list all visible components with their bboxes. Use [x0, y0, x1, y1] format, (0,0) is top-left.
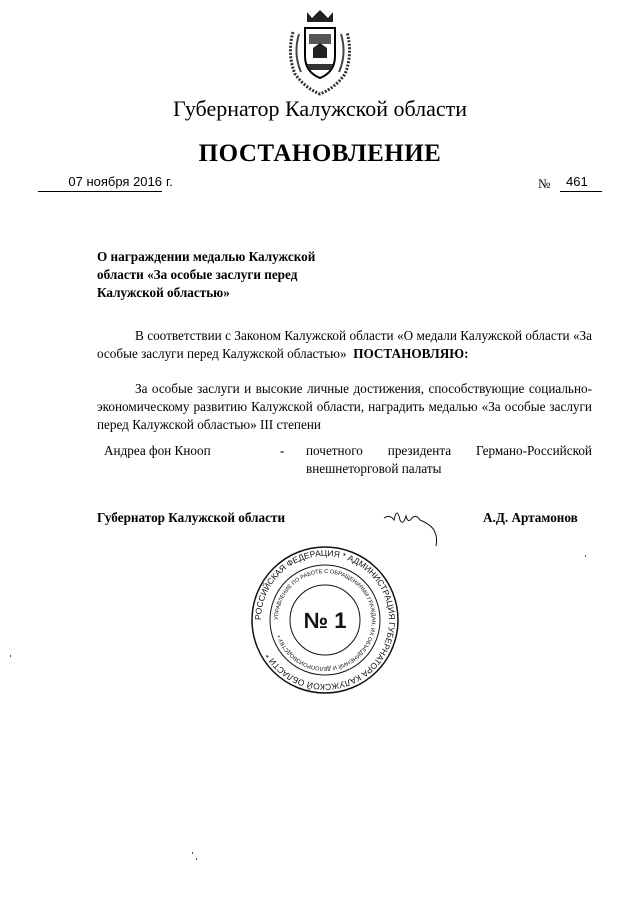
document-type-heading: ПОСТАНОВЛЕНИЕ [198, 140, 442, 167]
document-number: 461 [560, 174, 602, 192]
preamble-paragraph [97, 327, 592, 363]
stamp-outer-text: РОССИЙСКАЯ ФЕДЕРАЦИЯ * АДМИНИСТРАЦИЯ ГУБЕРНАТОРА КАЛУЖСКОЙ ОБЛАСТИ * [252, 547, 398, 693]
preamble-text: В соответствии с Законом Калужской области «О медали Калужской области «За особые заслуги перед Калужской областью» [97, 328, 592, 361]
number-label: № [538, 176, 551, 191]
scan-speck [10, 655, 11, 657]
awardee-title-cont: внешнеторговой палаты [306, 461, 442, 476]
stamp-number: № 1 [303, 608, 347, 633]
document-date: 07 ноября 2016 [38, 174, 162, 192]
signatory-name: А.Д. Артамонов [483, 510, 578, 525]
scan-speck [585, 555, 586, 557]
handwritten-signature-icon [380, 498, 460, 548]
scan-speck [192, 852, 193, 854]
award-paragraph: За особые заслуги и высокие личные достижения, способствующие социально-экономическому развитию Калужской области, наградить медалью «За особые заслуги перед Калужской областью» III степени [97, 381, 592, 432]
decree-keyword: ПОСТАНОВЛЯЮ: [353, 346, 469, 361]
signatory-position: Губернатор Калужской области [97, 510, 286, 525]
date-suffix: г. [166, 174, 173, 189]
coat-of-arms-icon [285, 4, 355, 96]
document-subject [97, 248, 315, 302]
stamp-inner-text: УПРАВЛЕНИЕ ПО РАБОТЕ С ОБРАЩЕНИЯМИ ГРАЖДАН, ИХ ОБЪЕДИНЕНИЙ И ДЕЛОПРОИЗВОДСТВУ • [273, 568, 377, 672]
subject-line: Калужской областью» [97, 285, 230, 300]
subject-line: О награждении медалью Калужской [97, 249, 316, 264]
official-stamp-icon [250, 545, 400, 695]
awardee-dash: - [280, 443, 285, 458]
subject-line: области «За особые заслуги перед [97, 267, 298, 282]
awardee-name: Андреа фон Кнооп [104, 443, 211, 458]
scan-speck [196, 858, 197, 860]
awardee-title: почетного президента Германо-Российской [306, 443, 592, 458]
issuing-authority: Губернатор Калужской области [172, 96, 468, 121]
